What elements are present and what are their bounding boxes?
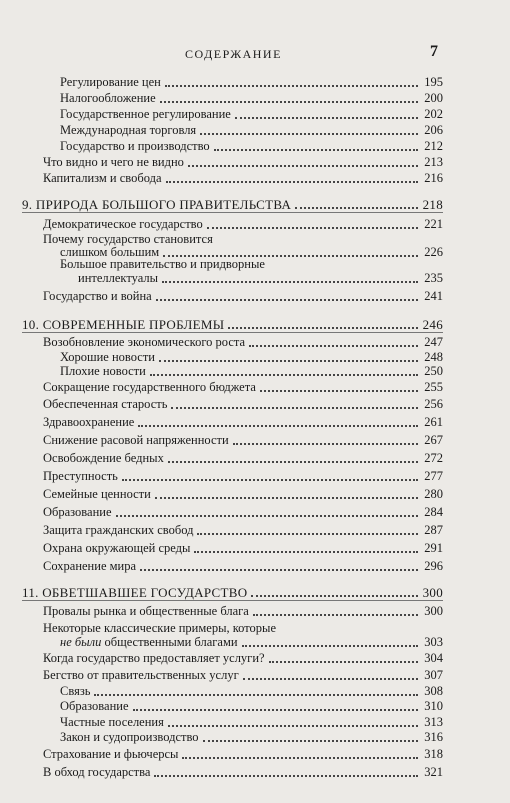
chapter-rule: [22, 212, 443, 213]
toc-entry-line1: Почему государство становится: [43, 232, 213, 246]
toc-entry: Сохранение мира 296: [43, 559, 443, 573]
toc-entry: Закон и судопроизводство 316: [60, 730, 443, 744]
toc-entry: Провалы рынка и общественные блага 300: [43, 604, 443, 618]
toc-entry: Бегство от правительственных услуг 307: [43, 668, 443, 682]
toc-entry: Когда государство предоставляет услуги? 304: [43, 651, 443, 665]
toc-entry: Международная торговля 206: [60, 123, 443, 137]
chapter-rule: [22, 332, 443, 333]
toc-entry: Что видно и чего не видно 213: [43, 155, 443, 169]
toc-entry: Охрана окружающей среды 291: [43, 541, 443, 555]
toc-entry: интеллектуалы 235: [78, 271, 443, 285]
toc-entry: Плохие новости 250: [60, 364, 443, 378]
chapter-heading: 11. ОБВЕТШАВШЕЕ ГОСУДАРСТВО 300: [22, 585, 443, 600]
toc-entry: не были общественными благами 303: [60, 635, 443, 649]
chapter-heading: 10. СОВРЕМЕННЫЕ ПРОБЛЕМЫ 246: [22, 317, 443, 332]
toc-entry: Образование 284: [43, 505, 443, 519]
toc-entry: Здравоохранение 261: [43, 415, 443, 429]
toc-entry: В обход государства 321: [43, 765, 443, 779]
toc-entry: Хорошие новости 248: [60, 350, 443, 364]
toc-entry: Освобождение бедных 272: [43, 451, 443, 465]
toc-entry: Государство и война 241: [43, 289, 443, 303]
toc-entry: Преступность 277: [43, 469, 443, 483]
toc-entry: Обеспеченная старость 256: [43, 397, 443, 411]
toc-entry-line1: Большое правительство и придворные: [60, 257, 265, 271]
toc-entry: Демократическое государство 221: [43, 217, 443, 231]
toc-entry: Частные поселения 313: [60, 715, 443, 729]
chapter-heading: 9. ПРИРОДА БОЛЬШОГО ПРАВИТЕЛЬСТВА 218: [22, 197, 443, 212]
toc-entry: Государство и производство 212: [60, 139, 443, 153]
toc-entry: слишком большим 226: [60, 245, 443, 259]
toc-entry: Регулирование цен 195: [60, 75, 443, 89]
toc-entry: Защита гражданских свобод 287: [43, 523, 443, 537]
toc-entry: Снижение расовой напряженности 267: [43, 433, 443, 447]
toc-entry: Страхование и фьючерсы 318: [43, 747, 443, 761]
toc-entry: Государственное регулирование 202: [60, 107, 443, 121]
toc-entry: Налогообложение 200: [60, 91, 443, 105]
running-header-title: СОДЕРЖАНИЕ: [185, 47, 282, 61]
page-number: 7: [430, 43, 438, 60]
toc-entry: Связь 308: [60, 684, 443, 698]
toc-entry: Возобновление экономического роста 247: [43, 335, 443, 349]
toc-entry: Капитализм и свобода 216: [43, 171, 443, 185]
toc-entry-line1: Некоторые классические примеры, которые: [43, 621, 276, 635]
toc-entry: Семейные ценности 280: [43, 487, 443, 501]
toc-entry: Образование 310: [60, 699, 443, 713]
toc-entry: Сокращение государственного бюджета 255: [43, 380, 443, 394]
chapter-rule: [22, 600, 443, 601]
